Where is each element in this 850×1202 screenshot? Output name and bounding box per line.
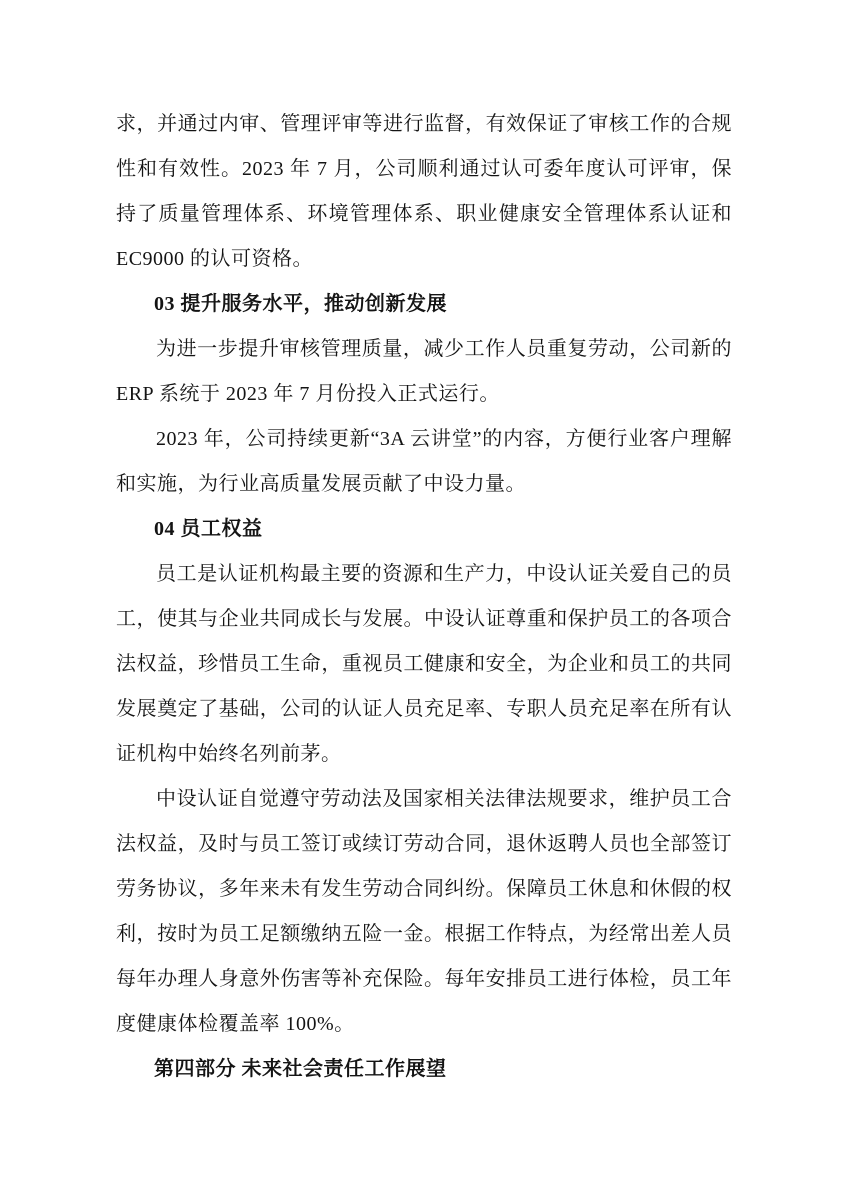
text-line: 法权益，珍惜员工生命，重视员工健康和安全，为企业和员工的共同 <box>116 653 732 675</box>
text-line: 员工是认证机构最主要的资源和生产力，中设认证关爱自己的员 <box>156 563 732 585</box>
text-line: 发展奠定了基础，公司的认证人员充足率、专职人员充足率在所有认 <box>116 698 732 720</box>
text-line: 求，并通过内审、管理评审等进行监督，有效保证了审核工作的合规 <box>116 113 732 135</box>
text-line: 性和有效性。2023 年 7 月，公司顺利通过认可委年度认可评审，保 <box>116 158 732 180</box>
text-line: 中设认证自觉遵守劳动法及国家相关法律法规要求，维护员工合 <box>156 788 732 810</box>
text-line: 法权益，及时与员工签订或续订劳动合同，退休返聘人员也全部签订 <box>116 833 732 855</box>
section-heading <box>116 1047 732 1092</box>
document-body <box>116 102 732 1092</box>
paragraph <box>116 552 732 777</box>
section-heading <box>116 507 732 552</box>
text-line: 和实施，为行业高质量发展贡献了中设力量。 <box>116 473 526 495</box>
text-line: 度健康体检覆盖率 100%。 <box>116 1013 355 1035</box>
text-line: 2023 年，公司持续更新“3A 云讲堂”的内容，方便行业客户理解 <box>156 428 732 450</box>
heading-line: 第四部分 未来社会责任工作展望 <box>154 1058 447 1080</box>
heading-line: 03 提升服务水平，推动创新发展 <box>154 293 447 315</box>
paragraph <box>116 327 732 417</box>
text-line: 持了质量管理体系、环境管理体系、职业健康安全管理体系认证和 <box>116 203 732 225</box>
paragraph <box>116 102 732 282</box>
text-line: 工，使其与企业共同成长与发展。中设认证尊重和保护员工的各项合 <box>116 608 732 630</box>
text-line: 利，按时为员工足额缴纳五险一金。根据工作特点，为经常出差人员 <box>116 923 732 945</box>
heading-line: 04 员工权益 <box>154 518 263 540</box>
text-line: EC9000 的认可资格。 <box>116 248 314 270</box>
text-line: 证机构中始终名列前茅。 <box>116 743 342 765</box>
text-line: 每年办理人身意外伤害等补充保险。每年安排员工进行体检，员工年 <box>116 968 732 990</box>
paragraph <box>116 777 732 1047</box>
text-line: ERP 系统于 2023 年 7 月份投入正式运行。 <box>116 383 500 405</box>
paragraph <box>116 417 732 507</box>
text-line: 劳务协议，多年来未有发生劳动合同纠纷。保障员工休息和休假的权 <box>116 878 732 900</box>
section-heading <box>116 282 732 327</box>
text-line: 为进一步提升审核管理质量，减少工作人员重复劳动，公司新的 <box>156 338 732 360</box>
